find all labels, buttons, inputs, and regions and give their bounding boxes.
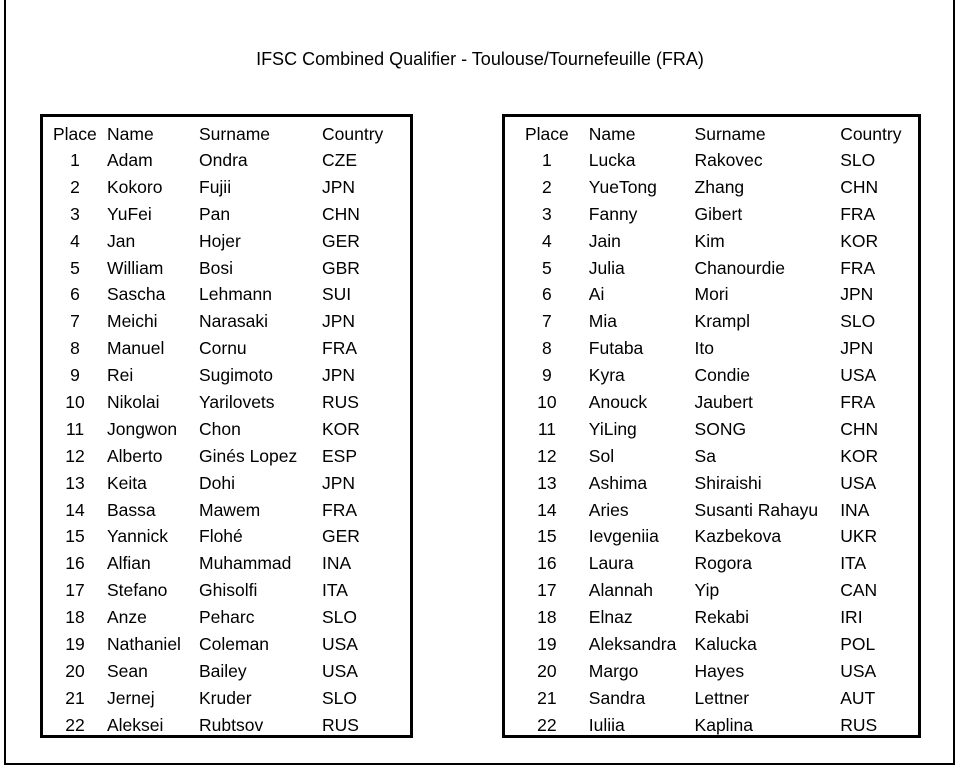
- table-row: [43, 470, 410, 497]
- cell-name: Ashima: [588, 472, 648, 493]
- cell-name: Kokoro: [107, 176, 163, 197]
- cell-country: FRA: [840, 257, 876, 278]
- table-row: [43, 147, 410, 174]
- cell-name: Nikolai: [107, 392, 160, 413]
- cell-surname: Rakovec: [694, 150, 763, 170]
- cell-place: 17: [537, 580, 557, 601]
- cell-surname: Jaubert: [694, 392, 753, 413]
- cell-place: 6: [70, 284, 80, 305]
- table-row: [43, 685, 410, 712]
- cell-surname: Bailey: [199, 660, 247, 681]
- cell-surname: Krampl: [694, 311, 750, 332]
- table-row: [43, 201, 410, 228]
- cell-surname: Peharc: [199, 607, 255, 628]
- cell-surname: Yarilovets: [199, 392, 275, 413]
- cell-surname: SONG: [694, 418, 747, 439]
- cell-surname: Mori: [694, 284, 729, 305]
- cell-name: Fanny: [588, 203, 638, 224]
- cell-surname: Cornu: [199, 338, 247, 359]
- table-row: [505, 685, 918, 712]
- cell-surname: Ondra: [199, 150, 248, 170]
- cell-name: Bassa: [107, 499, 156, 520]
- cell-country: POL: [840, 634, 876, 655]
- cell-place: 8: [70, 338, 80, 359]
- cell-country: GER: [322, 230, 360, 251]
- header-place: Place: [525, 124, 569, 144]
- cell-name: Sol: [588, 445, 615, 466]
- cell-country: SUI: [322, 284, 352, 305]
- table-row: [43, 416, 410, 443]
- cell-surname: Kaplina: [694, 714, 753, 735]
- table-row: [43, 497, 410, 524]
- cell-name: Kyra: [588, 365, 625, 386]
- cell-country: CAN: [840, 580, 878, 601]
- cell-surname: Kruder: [199, 687, 252, 708]
- cell-surname: Condie: [694, 365, 751, 386]
- cell-surname: Ghisolfi: [199, 580, 258, 601]
- cell-place: 3: [70, 203, 80, 224]
- table-row: [505, 281, 918, 308]
- table-row: [43, 335, 410, 362]
- table-row: [43, 281, 410, 308]
- table-row: [505, 389, 918, 416]
- cell-country: RUS: [840, 714, 878, 735]
- cell-place: 22: [65, 714, 85, 735]
- cell-country: SLO: [840, 311, 876, 332]
- cell-place: 19: [65, 634, 85, 655]
- cell-surname: Chon: [199, 418, 241, 439]
- table-row: [505, 470, 918, 497]
- cell-name: Jernej: [107, 687, 155, 708]
- table-row: [43, 255, 410, 282]
- cell-surname: Rubtsov: [199, 714, 264, 735]
- header-country: Country: [322, 124, 384, 144]
- cell-country: JPN: [322, 472, 356, 493]
- cell-name: Alannah: [588, 580, 654, 601]
- cell-place: 11: [537, 418, 556, 439]
- cell-country: JPN: [322, 311, 356, 332]
- cell-country: SLO: [840, 150, 876, 170]
- table-row: [505, 712, 918, 739]
- cell-name: Aleksei: [107, 714, 164, 735]
- cell-surname: Coleman: [199, 634, 270, 655]
- table-row: [43, 308, 410, 335]
- cell-name: Anouck: [588, 392, 648, 413]
- header-place: Place: [53, 124, 97, 144]
- cell-place: 20: [65, 660, 85, 681]
- cell-country: IRI: [840, 607, 863, 628]
- cell-name: Ai: [588, 284, 605, 305]
- cell-place: 1: [542, 150, 552, 170]
- cell-place: 15: [65, 526, 85, 547]
- cell-surname: Mawem: [199, 499, 261, 520]
- cell-place: 20: [537, 660, 557, 681]
- cell-name: Julia: [588, 257, 625, 278]
- cell-country: ITA: [322, 580, 348, 601]
- table-row: [43, 362, 410, 389]
- cell-surname: Bosi: [199, 257, 234, 278]
- cell-place: 17: [65, 580, 85, 601]
- cell-name: Sean: [107, 660, 148, 681]
- table-row: [43, 658, 410, 685]
- cell-surname: Rekabi: [694, 607, 750, 628]
- cell-name: Mia: [588, 311, 617, 332]
- cell-country: KOR: [322, 418, 360, 439]
- table-row: [43, 389, 410, 416]
- cell-name: YueTong: [588, 176, 657, 197]
- cell-surname: Dohi: [199, 472, 235, 493]
- cell-name: Rei: [107, 365, 134, 386]
- table-row: [505, 255, 918, 282]
- cell-name: Yannick: [107, 526, 168, 547]
- cell-name: Alberto: [107, 445, 163, 466]
- table-row: [505, 658, 918, 685]
- cell-surname: Hojer: [199, 230, 241, 251]
- table-row: [505, 443, 918, 470]
- cell-name: Adam: [107, 150, 153, 170]
- cell-name: William: [107, 257, 164, 278]
- table-row: [505, 308, 918, 335]
- table-row: [43, 631, 410, 658]
- cell-name: Ievgeniia: [588, 526, 659, 547]
- cell-surname: Ginés Lopez: [199, 445, 298, 466]
- cell-country: FRA: [322, 338, 357, 359]
- table-header: [505, 121, 918, 147]
- cell-place: 3: [542, 203, 552, 224]
- cell-place: 7: [542, 311, 552, 332]
- cell-name: Sandra: [588, 687, 646, 708]
- cell-place: 1: [70, 150, 80, 170]
- cell-country: USA: [840, 472, 877, 493]
- cell-place: 10: [65, 392, 85, 413]
- cell-surname: Susanti Rahayu: [694, 499, 819, 520]
- cell-place: 21: [537, 687, 557, 708]
- header-name: Name: [107, 124, 154, 144]
- cell-place: 9: [70, 365, 80, 386]
- cell-surname: Flohé: [199, 526, 243, 547]
- cell-place: 4: [70, 230, 80, 251]
- table-row: [43, 174, 410, 201]
- table-row: [505, 147, 918, 174]
- cell-place: 22: [537, 714, 557, 735]
- table-row: [43, 604, 410, 631]
- cell-surname: Kim: [694, 230, 725, 251]
- header-name: Name: [588, 124, 636, 144]
- cell-country: CHN: [840, 418, 879, 439]
- cell-country: ITA: [840, 553, 867, 574]
- table-row: [505, 174, 918, 201]
- women-results-table: [502, 114, 921, 738]
- cell-country: JPN: [840, 338, 874, 359]
- cell-place: 14: [537, 499, 557, 520]
- cell-country: KOR: [840, 445, 879, 466]
- cell-place: 16: [65, 553, 85, 574]
- cell-surname: Lettner: [694, 687, 750, 708]
- cell-country: CHN: [322, 203, 360, 224]
- table-row: [43, 443, 410, 470]
- cell-place: 5: [542, 257, 552, 278]
- cell-surname: Rogora: [694, 553, 752, 574]
- cell-place: 14: [65, 499, 85, 520]
- cell-country: FRA: [322, 499, 357, 520]
- cell-country: CZE: [322, 150, 357, 170]
- cell-place: 2: [542, 176, 552, 197]
- cell-place: 6: [542, 284, 552, 305]
- table-row: [43, 577, 410, 604]
- cell-surname: Pan: [199, 203, 231, 224]
- cell-name: Jongwon: [107, 418, 178, 439]
- cell-surname: Gibert: [694, 203, 743, 224]
- header-surname: Surname: [199, 124, 271, 144]
- cell-country: GER: [322, 526, 360, 547]
- cell-place: 8: [542, 338, 552, 359]
- cell-place: 19: [537, 634, 557, 655]
- cell-place: 15: [537, 526, 557, 547]
- cell-surname: Sugimoto: [199, 365, 273, 386]
- cell-place: 12: [537, 445, 557, 466]
- cell-surname: Fujii: [199, 176, 232, 197]
- cell-country: KOR: [840, 230, 879, 251]
- cell-name: Manuel: [107, 338, 165, 359]
- cell-place: 18: [537, 607, 557, 628]
- cell-country: FRA: [840, 392, 876, 413]
- cell-name: Aleksandra: [588, 634, 677, 655]
- cell-country: INA: [322, 553, 352, 574]
- cell-surname: Shiraishi: [694, 472, 762, 493]
- cell-country: JPN: [322, 365, 356, 386]
- table-row: [505, 416, 918, 443]
- cell-name: Aries: [588, 499, 629, 520]
- cell-place: 13: [65, 472, 85, 493]
- table-row: [505, 577, 918, 604]
- cell-place: 12: [65, 445, 85, 466]
- cell-country: JPN: [840, 284, 874, 305]
- table-row: [43, 712, 410, 739]
- cell-surname: Hayes: [694, 660, 745, 681]
- table-row: [505, 523, 918, 550]
- cell-surname: Ito: [694, 338, 715, 359]
- cell-country: SLO: [322, 687, 358, 708]
- cell-place: 18: [65, 607, 85, 628]
- cell-place: 9: [542, 365, 552, 386]
- cell-country: INA: [840, 499, 870, 520]
- cell-name: Laura: [588, 553, 634, 574]
- cell-country: GBR: [322, 257, 360, 278]
- cell-place: 10: [537, 392, 557, 413]
- cell-name: Sascha: [107, 284, 166, 305]
- cell-country: SLO: [322, 607, 358, 628]
- cell-surname: Muhammad: [199, 553, 292, 574]
- page-title: IFSC Combined Qualifier - Toulouse/Tournefeuille (FRA): [256, 49, 704, 69]
- cell-surname: Zhang: [694, 176, 745, 197]
- cell-place: 11: [65, 418, 85, 439]
- cell-country: CHN: [840, 176, 879, 197]
- cell-surname: Sa: [694, 445, 716, 466]
- table-row: [505, 497, 918, 524]
- table-row: [505, 550, 918, 577]
- cell-country: AUT: [840, 687, 876, 708]
- cell-place: 7: [70, 311, 80, 332]
- cell-name: Keita: [107, 472, 147, 493]
- cell-place: 4: [542, 230, 552, 251]
- table-row: [505, 362, 918, 389]
- cell-country: USA: [322, 634, 358, 655]
- cell-country: USA: [840, 365, 877, 386]
- table-header: [43, 121, 410, 147]
- cell-country: RUS: [322, 392, 359, 413]
- cell-surname: Kazbekova: [694, 526, 782, 547]
- cell-name: YiLing: [588, 418, 637, 439]
- cell-name: Elnaz: [588, 607, 633, 628]
- cell-name: Jain: [588, 230, 621, 251]
- cell-name: Jan: [107, 230, 136, 251]
- table-row: [505, 201, 918, 228]
- cell-surname: Kalucka: [694, 634, 757, 655]
- cell-name: Nathaniel: [107, 634, 181, 655]
- cell-name: Alfian: [107, 553, 151, 574]
- cell-name: YuFei: [107, 203, 152, 224]
- cell-surname: Narasaki: [199, 311, 269, 332]
- cell-country: ESP: [322, 445, 358, 466]
- cell-name: Margo: [588, 660, 639, 681]
- table-row: [43, 523, 410, 550]
- cell-surname: Chanourdie: [694, 257, 786, 278]
- header-country: Country: [840, 124, 902, 144]
- cell-name: Iuliia: [588, 714, 625, 735]
- cell-country: RUS: [322, 714, 359, 735]
- table-row: [43, 228, 410, 255]
- cell-surname: Lehmann: [199, 284, 272, 305]
- cell-country: USA: [322, 660, 358, 681]
- cell-country: JPN: [322, 176, 356, 197]
- cell-country: UKR: [840, 526, 878, 547]
- cell-name: Futaba: [588, 338, 644, 359]
- table-row: [505, 228, 918, 255]
- cell-country: FRA: [840, 203, 876, 224]
- table-row: [505, 335, 918, 362]
- cell-place: 2: [70, 176, 80, 197]
- cell-name: Lucka: [588, 150, 636, 170]
- cell-place: 16: [537, 553, 557, 574]
- cell-place: 5: [70, 257, 80, 278]
- cell-place: 21: [65, 687, 85, 708]
- cell-name: Meichi: [107, 311, 158, 332]
- cell-name: Anze: [107, 607, 147, 628]
- table-row: [505, 604, 918, 631]
- cell-name: Stefano: [107, 580, 168, 601]
- cell-country: USA: [840, 660, 877, 681]
- table-row: [43, 550, 410, 577]
- header-surname: Surname: [694, 124, 766, 144]
- cell-surname: Yip: [694, 580, 720, 601]
- table-row: [505, 631, 918, 658]
- men-results-table: [40, 114, 413, 738]
- cell-place: 13: [537, 472, 557, 493]
